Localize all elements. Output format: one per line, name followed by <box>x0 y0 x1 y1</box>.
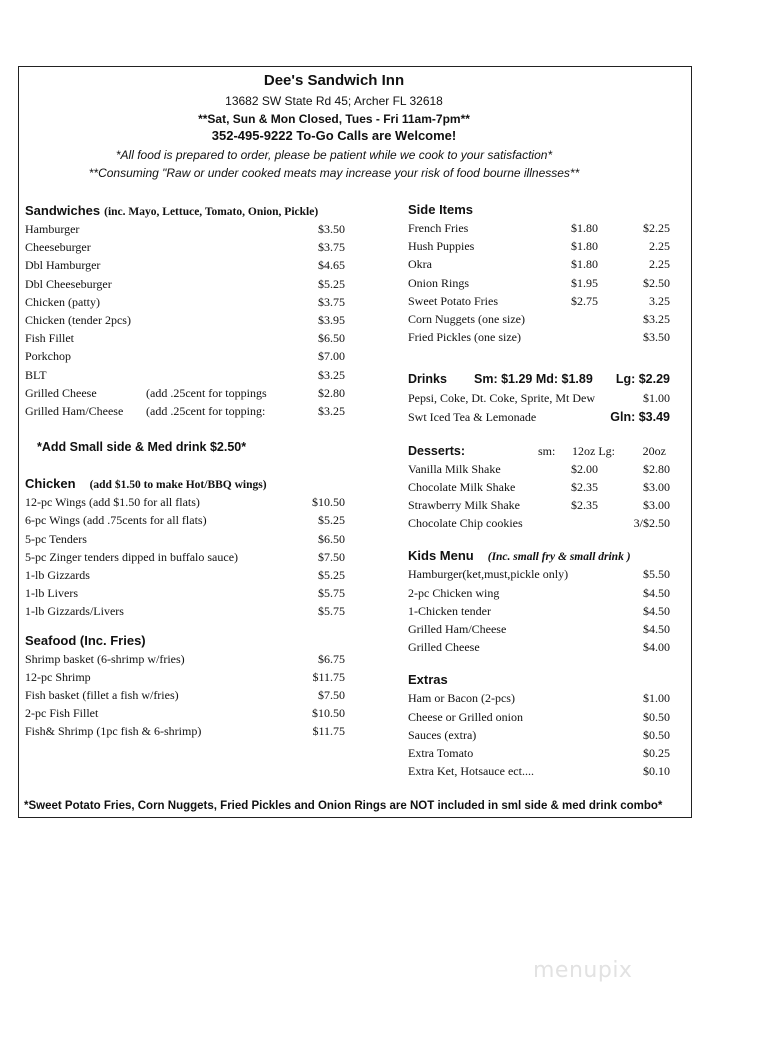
phone: 352-495-9222 To-Go Calls are Welcome! <box>211 128 457 143</box>
item-price: $0.50 <box>643 727 670 742</box>
item-price-large: $2.80 <box>643 461 670 476</box>
list-item <box>25 240 345 258</box>
item-name: Chocolate Milk Shake <box>408 479 516 494</box>
item-price: $3.50 <box>318 222 345 236</box>
list-item <box>408 330 670 348</box>
list-item <box>408 257 670 275</box>
item-price-large: $2.50 <box>643 275 670 290</box>
item-name: Extra Ket, Hotsauce ect.... <box>408 764 534 779</box>
item-price: $10.50 <box>312 706 345 721</box>
item-price: $6.50 <box>318 331 345 346</box>
drinks-list <box>408 391 670 427</box>
item-price: $0.25 <box>643 745 670 760</box>
item-price: $1.00 <box>643 691 670 706</box>
list-item <box>408 312 670 330</box>
raw-meat-warning: **Consuming "Raw or under cooked meats may increase your risk of food bourne illnesses** <box>88 166 580 180</box>
item-name: Sweet Potato Fries <box>408 293 498 308</box>
item-price-small: $2.75 <box>571 293 598 308</box>
item-name: Hamburger(ket,must,pickle only) <box>408 567 569 582</box>
item-name: 1-Chicken tender <box>408 603 491 618</box>
item-name: Chicken (patty) <box>25 294 100 309</box>
list-item <box>25 349 345 367</box>
list-item: Pepsi, Coke, Dt. Coke, Sprite, Mt Dew $1.00 <box>408 391 670 406</box>
list-item <box>408 622 670 640</box>
item-price-large: $3.50 <box>643 330 670 345</box>
list-item <box>408 294 670 312</box>
watermark: menupix <box>533 958 633 983</box>
item-price: $5.25 <box>318 276 345 291</box>
item-price: $2.80 <box>318 385 345 400</box>
item-price: $5.25 <box>318 568 345 582</box>
item-name: French Fries <box>408 221 469 235</box>
list-item <box>25 652 345 670</box>
item-note: (add .25cent for topping: <box>146 403 266 418</box>
combo-exclusion-note: *Sweet Potato Fries, Corn Nuggets, Fried Pickles and Onion Rings are NOT included in sml side & med drink combo* <box>24 800 663 812</box>
item-name: Dbl Cheeseburger <box>25 276 112 291</box>
item-price: $5.75 <box>318 604 345 619</box>
desserts-title: Desserts: sm: 12oz Lg: 20oz <box>408 443 666 458</box>
item-price: $7.00 <box>318 349 345 364</box>
item-price: $4.00 <box>643 640 670 655</box>
item-name: Sauces (extra) <box>408 727 477 742</box>
item-name: Cheese or Grilled onion <box>408 709 523 724</box>
restaurant-name: Dee's Sandwich Inn <box>263 72 405 89</box>
chicken-list <box>25 495 345 622</box>
sides-list <box>408 221 670 348</box>
extras-title: Extras <box>408 672 448 688</box>
list-item <box>25 368 345 386</box>
item-name: Hamburger <box>25 222 80 236</box>
item-price-small: $2.00 <box>571 461 598 476</box>
item-name: Dbl Hamburger <box>25 258 101 273</box>
item-name: Onion Rings <box>408 275 470 290</box>
list-item <box>408 728 670 746</box>
item-price-large: 2.25 <box>649 257 670 272</box>
item-name: BLT <box>25 367 47 382</box>
prepared-note: *All food is prepared to order, please be patient while we cook to your satisfaction* <box>115 148 553 162</box>
item-name: Chocolate Chip cookies <box>408 516 523 531</box>
list-item <box>408 239 670 257</box>
list-item <box>408 604 670 622</box>
left-column <box>25 203 345 743</box>
list-item <box>25 670 345 688</box>
list-item: Swt Iced Tea & Lemonade Gln: $3.49 <box>408 409 670 424</box>
item-price-small: $1.95 <box>571 275 598 290</box>
list-item <box>408 221 670 239</box>
drinks-title: Drinks Sm: $1.29 Md: $1.89 Lg: $2.29 <box>408 372 670 387</box>
item-name: Strawberry Milk Shake <box>408 498 520 513</box>
item-price: $7.50 <box>318 687 345 702</box>
item-name: 2-pc Fish Fillet <box>25 706 99 721</box>
list-item <box>408 710 670 728</box>
item-note: (add .25cent for toppings <box>146 385 267 400</box>
item-price-large: 2.25 <box>649 239 670 254</box>
item-name: 2-pc Chicken wing <box>408 585 500 600</box>
sandwiches-title: Sandwiches (inc. Mayo, Lettuce, Tomato, Onion, Pickle) <box>25 203 319 218</box>
list-item <box>25 568 345 586</box>
list-item <box>25 532 345 550</box>
item-name: Okra <box>408 257 432 272</box>
item-name: 12-pc Wings (add $1.50 for all flats) <box>25 495 200 510</box>
item-price-large: 3/$2.50 <box>633 516 670 531</box>
item-price: $10.50 <box>312 495 345 510</box>
item-name: 1-lb Gizzards <box>25 568 90 582</box>
item-name: Cheeseburger <box>25 240 91 255</box>
item-price: $4.50 <box>643 603 670 618</box>
item-price: $3.25 <box>318 367 345 382</box>
item-price-small: $2.35 <box>571 498 598 513</box>
list-item <box>25 277 345 295</box>
item-name: Grilled Cheese <box>408 640 480 655</box>
list-item <box>408 764 670 782</box>
list-item <box>25 550 345 568</box>
list-item <box>25 222 345 240</box>
item-price-small: $1.80 <box>571 221 598 235</box>
item-price: $5.75 <box>318 586 345 601</box>
item-name: 1-lb Livers <box>25 586 78 601</box>
item-price: $0.10 <box>643 764 670 779</box>
item-name: Grilled Cheese <box>25 385 97 400</box>
item-price: $5.50 <box>643 567 670 582</box>
item-price: $11.75 <box>312 724 345 739</box>
list-item <box>25 604 345 622</box>
item-name: Grilled Ham/Cheese <box>408 622 507 636</box>
item-price-small: $2.35 <box>571 479 598 494</box>
item-name: Shrimp basket (6-shrimp w/fries) <box>25 651 185 666</box>
list-item <box>25 586 345 604</box>
item-name: Hush Puppies <box>408 239 475 254</box>
item-name: Fish Fillet <box>25 331 75 346</box>
list-item <box>408 691 670 709</box>
kids-list <box>408 567 670 658</box>
item-name: Corn Nuggets (one size) <box>408 311 525 326</box>
item-name: 1-lb Gizzards/Livers <box>25 604 124 619</box>
item-name: Fish basket (fillet a fish w/fries) <box>25 687 179 702</box>
list-item <box>25 495 345 513</box>
list-item <box>408 746 670 764</box>
desserts-list <box>408 462 670 535</box>
item-name: 6-pc Wings (add .75cents for all flats) <box>25 513 207 528</box>
list-item <box>408 586 670 604</box>
list-item <box>25 313 345 331</box>
list-item <box>25 706 345 724</box>
item-name: 5-pc Tenders <box>25 531 87 546</box>
item-name: 12-pc Shrimp <box>25 669 91 684</box>
right-column <box>408 202 670 782</box>
list-item <box>25 404 345 422</box>
list-item <box>25 513 345 531</box>
hours: **Sat, Sun & Mon Closed, Tues - Fri 11am-7pm** <box>198 112 470 126</box>
list-item <box>25 386 345 404</box>
item-name: Grilled Ham/Cheese <box>25 403 124 418</box>
sides-title: Side Items <box>408 202 474 217</box>
item-name: 5-pc Zinger tenders dipped in buffalo sauce) <box>25 549 239 564</box>
list-item <box>408 516 670 534</box>
item-name: Vanilla Milk Shake <box>408 461 501 476</box>
address: 13682 SW State Rd 45; Archer FL 32618 <box>225 94 443 108</box>
extras-list <box>408 691 670 782</box>
kids-title: Kids Menu (Inc. small fry & small drink ) <box>408 548 631 564</box>
list-item <box>408 462 670 480</box>
item-price-large: $2.25 <box>643 221 670 235</box>
item-price: $3.75 <box>318 240 345 255</box>
list-item <box>408 276 670 294</box>
item-name: Porkchop <box>25 349 71 364</box>
list-item <box>25 331 345 349</box>
list-item <box>408 567 670 585</box>
item-price: $4.50 <box>643 622 670 636</box>
item-name: Fish& Shrimp (1pc fish & 6-shrimp) <box>25 724 202 739</box>
list-item <box>25 724 345 742</box>
list-item <box>25 688 345 706</box>
item-price: $6.50 <box>318 531 345 546</box>
item-price-large: $3.25 <box>643 311 670 326</box>
item-price-small: $1.80 <box>571 257 598 272</box>
item-price-large: $3.00 <box>643 498 670 513</box>
item-price: $4.50 <box>643 585 670 600</box>
item-price: $0.50 <box>643 709 670 724</box>
item-price: $6.75 <box>318 651 345 666</box>
chicken-title: Chicken (add $1.50 to make Hot/BBQ wings) <box>25 476 267 492</box>
item-price: $5.25 <box>318 513 345 528</box>
list-item <box>408 640 670 658</box>
item-price: $3.25 <box>318 403 345 418</box>
item-name: Chicken (tender 2pcs) <box>25 312 131 327</box>
item-price-large: $3.00 <box>643 479 670 494</box>
sandwiches-list <box>25 222 345 422</box>
item-price-large: 3.25 <box>649 293 670 308</box>
list-item <box>25 258 345 276</box>
item-price: $4.65 <box>318 258 345 273</box>
item-price-small: $1.80 <box>571 239 598 254</box>
combo-note: *Add Small side & Med drink $2.50* <box>37 440 247 455</box>
item-price: $3.75 <box>318 294 345 309</box>
item-name: Fried Pickles (one size) <box>408 330 521 345</box>
item-name: Extra Tomato <box>408 745 474 760</box>
item-price: $3.95 <box>318 312 345 327</box>
item-price: $11.75 <box>312 669 345 684</box>
seafood-list <box>25 652 345 743</box>
list-item <box>408 498 670 516</box>
seafood-title: Seafood (Inc. Fries) <box>25 632 146 648</box>
list-item <box>25 295 345 313</box>
list-item <box>408 480 670 498</box>
item-price: $7.50 <box>318 549 345 564</box>
item-name: Ham or Bacon (2-pcs) <box>408 691 515 706</box>
